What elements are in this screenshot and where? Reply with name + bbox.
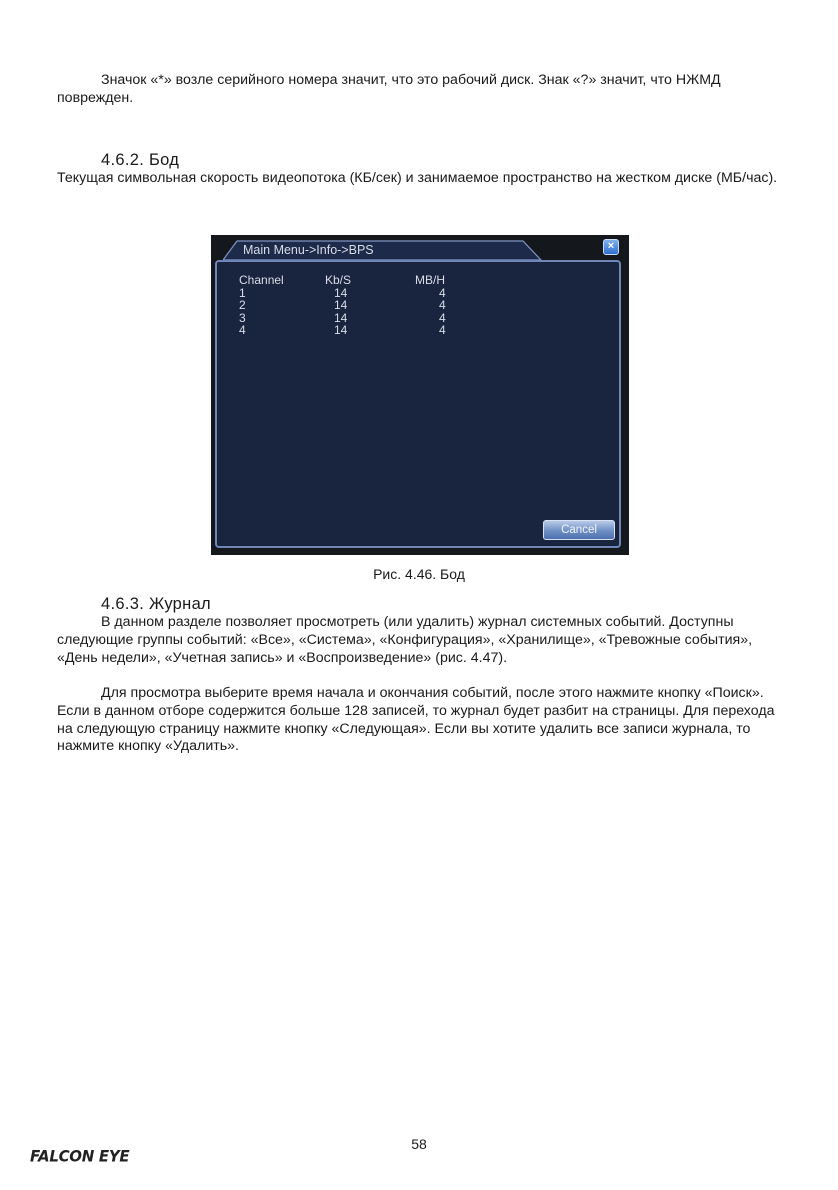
table-row [239, 312, 509, 325]
bps-table [239, 274, 509, 337]
mbh-cell: 4 [439, 285, 446, 300]
mbh-cell: 4 [439, 310, 446, 325]
column-header-mbh: MB/H [415, 273, 445, 287]
dvr-window-title: Main Menu->Info->BPS [243, 243, 374, 257]
falcon-eye-logo: FALCON EYE [30, 1146, 130, 1166]
dvr-title-tab [223, 239, 543, 261]
section-heading-bps: 4.6.2. Бод [101, 151, 180, 169]
column-header-channel: Channel [239, 273, 284, 287]
close-icon[interactable]: × [603, 239, 619, 255]
cancel-button[interactable]: Cancel [543, 520, 615, 540]
column-header-kbs: Kb/S [325, 273, 352, 287]
kbs-cell: 14 [334, 285, 348, 300]
mbh-cell: 4 [439, 323, 446, 337]
figure-caption: Рис. 4.46. Бод [373, 566, 465, 582]
section-text-bps: Текущая символьная скорость видеопотока (КБ/сек) и занимаемое пространство на жестком диске (МБ/час). [57, 170, 778, 186]
channel-cell: 4 [239, 323, 246, 337]
table-row [239, 324, 509, 337]
mbh-cell: 4 [439, 298, 446, 312]
section-heading-log: 4.6.3. Журнал [101, 595, 211, 613]
kbs-cell: 14 [334, 310, 348, 325]
channel-cell: 1 [239, 285, 246, 300]
section-log-paragraph-1: В данном разделе позволяет просмотреть (или удалить) журнал системных событий. Доступны следующие группы событий: «Все», «Система», «Конфигурация», «Хранилище», «Тревожные события», «День недели», «Учетная запись» и «Воспроизведение» (рис. 4.47). [57, 614, 753, 666]
intro-paragraph: Значок «*» возле серийного номера значит, что это рабочий диск. Знак «?» значит, что НЖМД поврежден. [57, 72, 721, 106]
bps-screenshot [211, 235, 629, 555]
channel-cell: 2 [239, 298, 246, 312]
table-row [239, 299, 509, 312]
section-log-paragraph-2: Для просмотра выберите время начала и окончания событий, после этого нажмите кнопку «Поиск». Если в данном отборе содержится больше 128 записей, то журнал будет разбит на страницы. Для перехода на следующую страницу нажмите кнопку «Следующая». Если вы хотите удалить все записи журнала, то нажмите кнопку «Удалить». [57, 685, 775, 755]
page-number: 58 [411, 1136, 427, 1152]
channel-cell: 3 [239, 310, 246, 325]
kbs-cell: 14 [334, 323, 348, 337]
dvr-panel [215, 260, 621, 548]
kbs-cell: 14 [334, 298, 348, 312]
table-row [239, 287, 509, 300]
bps-header-row [239, 274, 509, 287]
